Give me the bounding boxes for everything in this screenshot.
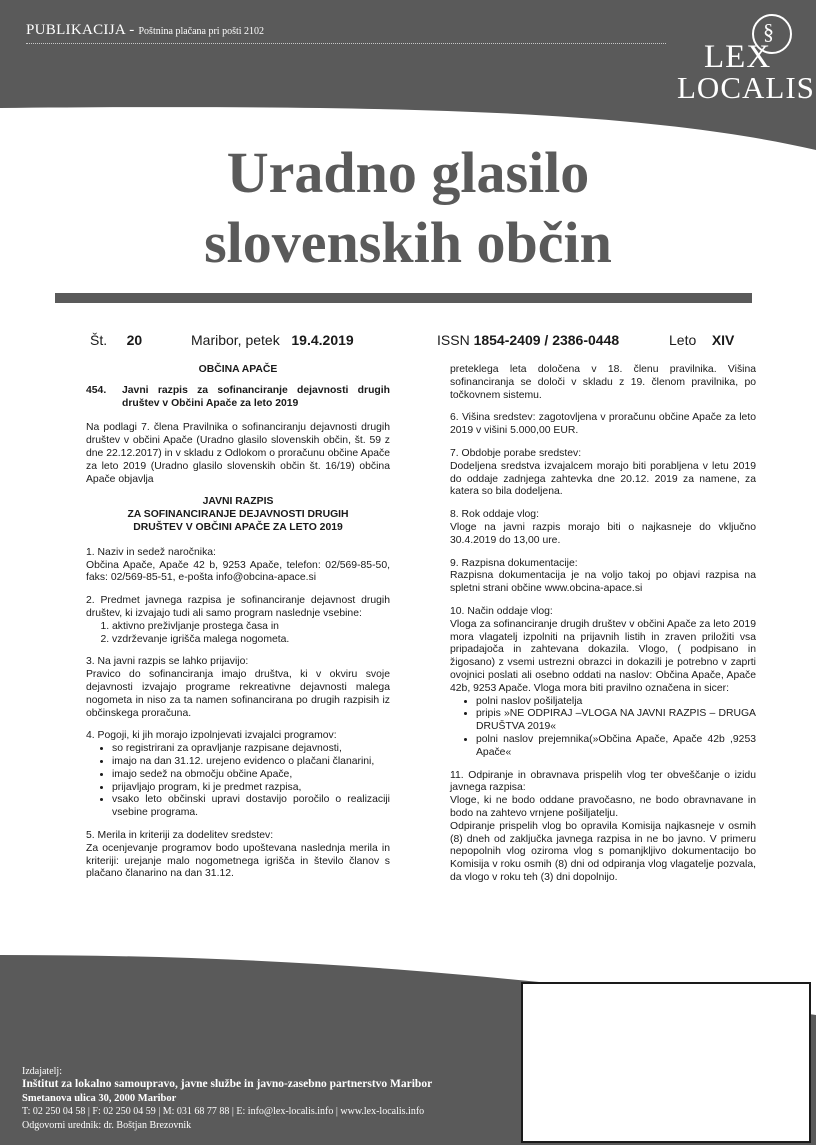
obcina-heading: OBČINA APAČE: [198, 364, 278, 375]
section-4-list: [86, 743, 390, 820]
address-box: [521, 982, 811, 1143]
leto-value: XIV: [711, 332, 735, 348]
list-item: • so registrirani za opravljanje razpisane dejavnosti,: [112, 743, 390, 756]
section-5: [86, 830, 390, 881]
section-11-body-2: Odpiranje prispelih vlog bo opravila Komisija najkasneje v osmih (8) dneh od zaključka javnega razpisa in ne bo javno. V primeru nepopolnih vlog oziroma vlog s pomanjkljivo dokumentacijo bo Komisija v roku osmih (8) dni od odpiranja vlog vlagatelje pozvala, da vlogo v roku teh (3) dni dopolnijo.: [450, 820, 756, 883]
item-number: 454.: [86, 384, 107, 396]
razpis-title-3: DRUŠTEV V OBČINI APAČE ZA LETO 2019: [133, 521, 343, 533]
section-10: [450, 606, 756, 760]
issn: [437, 332, 619, 348]
list-item: • pripis »NE ODPIRAJ –VLOGA NA JAVNI RAZPIS – DRUGA DRUŠTVA 2019«: [476, 708, 756, 734]
section-3-head: 3. Na javni razpis se lahko prijavijo:: [86, 656, 249, 668]
section-5-body: Za ocenjevanje programov bodo upoštevana naslednja merila in kriteriji: urejanje malo nogometnega igrišča in število članov s plačano članarino na dan 31.12.: [86, 842, 390, 880]
section-3: [86, 656, 390, 720]
footer-editor: Odgovorni urednik: dr. Boštjan Brezovnik: [22, 1120, 192, 1131]
intro-paragraph: Na podlagi 7. člena Pravilnika o sofinanciranju dejavnosti drugih društev v občini Apače (Uradno glasilo slovenskih občin, št. 59 z dne 22.12.2017) in v skladu z Odlokom o proračunu občine Apače za leto 2019 (Uradno glasilo slovenskih občin št. 16/19) občina Apače objavlja: [86, 422, 390, 485]
section-9-head: 9. Razpisna dokumentacije:: [450, 557, 578, 569]
section-8-head: 8. Rok oddaje vlog:: [450, 509, 539, 521]
footer-contacts: T: 02 250 04 58 | F: 02 250 04 59 | M: 031 68 77 88 | E: info@lex-localis.info | www.lex-localis.info: [22, 1106, 425, 1117]
logo-lex: LEX: [704, 39, 772, 75]
razpis-title: [86, 496, 390, 534]
paragraph-symbol-icon: §: [763, 19, 775, 44]
section-9-body: Razpisna dokumentacija je na voljo takoj po objavi razpisa na spletni strani občine www.obcina-apace.si: [450, 570, 756, 595]
section-7-head: 7. Obdobje porabe sredstev:: [450, 447, 582, 459]
list-item: • vsako leto občinski upravi dostavijo poročilo o realizaciji vsebine programa.: [112, 794, 390, 820]
list-item: • prijavljajo program, ki je predmet razpisa,: [112, 782, 390, 795]
continued-paragraph: preteklega leta določena v 18. členu pravilnika. Višina sofinanciranja se določi v skladu z 19. členom pravilnika, po točkovnem sistemu.: [450, 364, 756, 401]
section-8-body: Vloge na javni razpis morajo biti o najkasneje do vključno 30.4.2019 do 13,00 ure.: [450, 521, 756, 546]
st-label: Št.: [90, 332, 108, 348]
publication-line: [26, 21, 264, 39]
section-10-list: [450, 696, 756, 760]
section-6: 6. Višina sredstev: zagotovljena v proračunu občine Apače za leto 2019 v višini 5.000,00 EUR.: [450, 412, 756, 437]
leto-label: Leto: [669, 332, 697, 348]
st-value: 20: [126, 332, 143, 348]
section-11: [450, 770, 756, 885]
lex-localis-logo: [666, 10, 815, 105]
section-10-body: Vloga za sofinanciranje drugih društev v občini Apače za leto 2019 mora vlagatelj izpolniti na prijavnih listih in zraven priložiti vsa pripadajoča in zahtevana dokazila. Vlogo, ( podpisano in žigosano) z vsemi ustrezni obrazci in dokazili je potrebno v zaprti ovojnici poslati ali osebno oddati na naslov: Občina Apače, Apače 42b, 9253 Apače. Vloga mora biti pravilno označena in sicer:: [450, 618, 756, 694]
section-2-list: [86, 621, 390, 647]
left-column: [86, 364, 390, 891]
section-4-head: 4. Pogoji, ki jih morajo izpolnjevati izvajalci programov:: [86, 730, 337, 742]
section-9: [450, 558, 756, 596]
list-item: 2. vzdrževanje igrišča malega nogometa.: [112, 634, 390, 647]
list-item: 1. aktivno preživljanje prostega časa in: [112, 621, 390, 634]
section-1-body: Občina Apače, Apače 42 b, 9253 Apače, telefon: 02/569-85-50, faks: 02/569-85-51, e-pošta info@obcina-apace.si: [86, 559, 390, 584]
list-item: • imajo na dan 31.12. urejeno evidenco o plačani članarini,: [112, 756, 390, 769]
razpis-title-1: JAVNI RAZPIS: [202, 496, 274, 508]
title-line-2: slovenskih občin: [204, 210, 612, 275]
section-2-head: 2. Predmet javnega razpisa je sofinanciranje dejavnost drugih društev, ki izvajajo tudi ali samo program naslednje vsebine:: [86, 595, 390, 619]
issn-label: ISSN: [437, 332, 470, 348]
place-day: Maribor, petek: [191, 332, 280, 348]
section-11-head: 11. Odpiranje in obravnava prispelih vlog ter obveščanje o izidu javnega razpisa:: [450, 769, 756, 794]
postnina-label: Poštnina plačana pri pošti 2102: [138, 26, 265, 37]
right-column: [450, 364, 756, 885]
section-7: [450, 448, 756, 499]
section-3-body: Pravico do sofinanciranja imajo društva, ki v okviru svoje dejavnosti izvajajo programe rekreativne dejavnosti malega nogometa in niso za ta namen sofinancirana po drugih razpisih iz občinskega proračuna.: [86, 669, 390, 719]
logo-localis: LOCALIS: [677, 70, 815, 105]
section-2: [86, 595, 390, 646]
section-11-body-1: Vloge, ki ne bodo oddane pravočasno, ne bodo obravnavane in bodo na zahtevo vrnjene pošiljatelju.: [450, 795, 756, 819]
footer-izdajatelj: Izdajatelj:: [22, 1066, 62, 1077]
section-8: [450, 509, 756, 547]
issn-value: 1854-2409 / 2386-0448: [473, 332, 620, 348]
issue-date: [191, 332, 354, 348]
dotted-divider: [26, 43, 666, 44]
section-1: [86, 547, 390, 585]
date-value: 19.4.2019: [291, 332, 354, 348]
footer-address: Smetanova ulica 30, 2000 Maribor: [22, 1093, 177, 1104]
list-item: • polni naslov prejemnika(»Občina Apače, Apače 42b ,9253 Apače«: [476, 734, 756, 760]
page-title: [0, 138, 816, 278]
list-item: • polni naslov pošiljatelja: [476, 696, 756, 709]
list-item: • imajo sedež na območju občine Apače,: [112, 769, 390, 782]
section-5-head: 5. Merila in kriteriji za dodelitev sredstev:: [86, 829, 274, 841]
razpis-title-2: ZA SOFINANCIRANJE DEJAVNOSTI DRUGIH: [127, 509, 349, 521]
footer-publisher: Inštitut za lokalno samoupravo, javne službe in javno-zasebno partnerstvo Maribor: [22, 1078, 433, 1090]
section-7-body: Dodeljena sredstva izvajalcem morajo biti porabljena v letu 2019 do oddaje zadnjega zahtevka dne 20.12. 2019 za namene, za katera so bila dodeljena.: [450, 460, 756, 498]
title-rule: [55, 293, 752, 303]
section-10-head: 10. Način oddaje vlog:: [450, 605, 553, 617]
section-4: [86, 730, 390, 820]
item-title: Javni razpis za sofinanciranje dejavnosti drugih društev v Občini Apače za leto 2019: [122, 384, 390, 409]
publikacija-label: PUBLIKACIJA -: [26, 22, 135, 38]
title-line-1: Uradno glasilo: [226, 140, 590, 205]
item-heading: [86, 385, 390, 411]
issue-number: [90, 332, 142, 348]
leto: [669, 332, 734, 348]
section-1-head: 1. Naziv in sedež naročnika:: [86, 546, 216, 558]
